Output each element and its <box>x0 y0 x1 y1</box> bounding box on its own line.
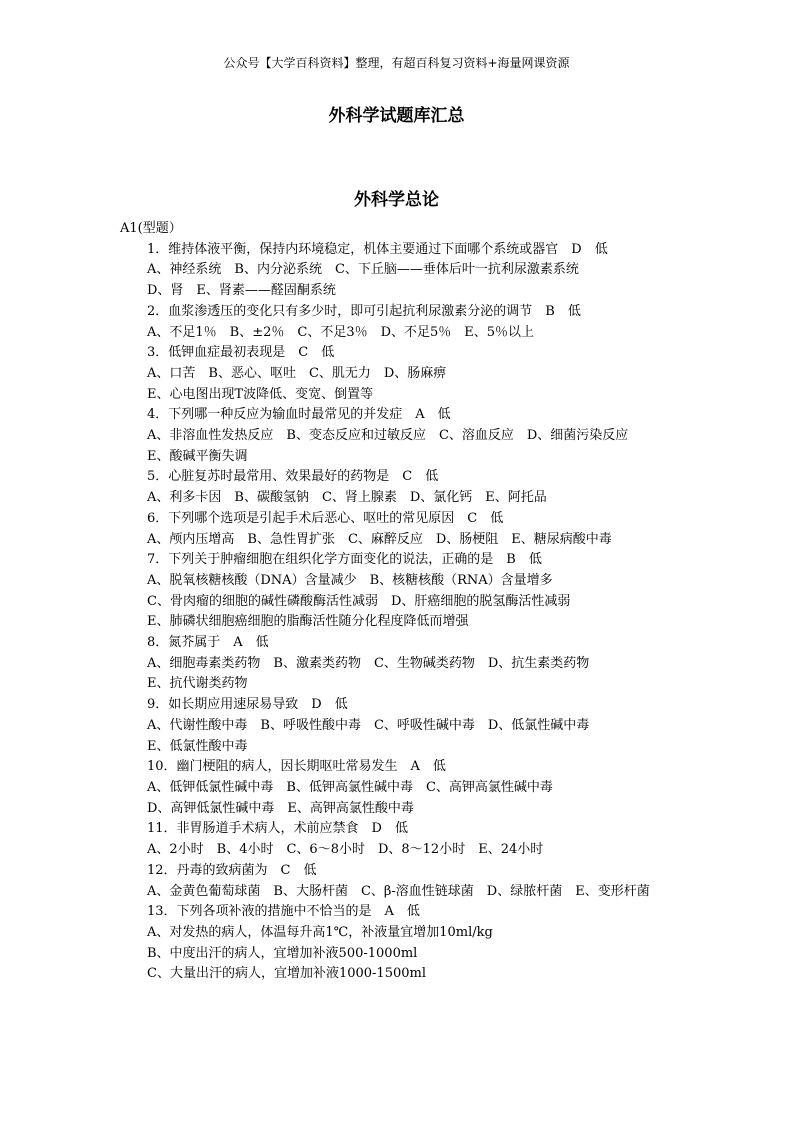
question-line: 1．维持体液平衡，保持内环境稳定，机体主要通过下面哪个系统或器官 D 低 <box>147 241 608 257</box>
question-line: 3．低钾血症最初表现是 C 低 <box>147 345 335 361</box>
option-line: A、细胞毒素类药物 B、激素类药物 C、生物碱类药物 D、抗生素类药物 <box>147 655 590 671</box>
section-title: 外科学总论 <box>354 190 439 210</box>
option-line: A、2小时 B、4小时 C、6～8小时 D、8～12小时 E、24小时 <box>147 842 544 858</box>
option-line: A、神经系统 B、内分泌系统 C、下丘脑——垂体后叶一抗利尿激素系统 <box>147 262 579 278</box>
option-line: D、高钾低氯性碱中毒 E、高钾高氯性酸中毒 <box>147 800 414 816</box>
question-line: 9．如长期应用速尿易导致 D 低 <box>147 697 348 713</box>
option-line: B、中度出汗的病人，宜增加补液500-1000ml <box>147 945 418 961</box>
option-line: E、低氯性酸中毒 <box>147 738 248 754</box>
option-line: A、低钾低氯性碱中毒 B、低钾高氯性碱中毒 C、高钾高氯性碱中毒 <box>147 779 553 795</box>
option-line: A、脱氧核糖核酸（DNA）含量减少 B、核糖核酸（RNA）含量增多 <box>147 572 553 588</box>
question-line: 7．下列关于肿瘤细胞在组织化学方面变化的说法，正确的是 B 低 <box>147 552 542 568</box>
option-line: A、口苦 B、恶心、呕吐 C、肌无力 D、肠麻痹 <box>147 365 447 381</box>
question-line: 2．血浆渗透压的变化只有多少时，即可引起抗利尿激素分泌的调节 B 低 <box>147 303 581 319</box>
option-line-wrapped: A、金黄色葡萄球菌 B、大肠杆菌 C、β-溶血性链球菌 D、绿脓杆菌 E、变形杆菌 <box>147 883 650 899</box>
option-line: A、非溶血性发热反应 B、变态反应和过敏反应 C、溶血反应 D、细菌污染反应 <box>147 428 629 444</box>
question-line: 5．心脏复苏时最常用、效果最好的药物是 C 低 <box>147 469 439 485</box>
question-line: 6．下列哪个选项是引起手术后恶心、呕吐的常见原因 C 低 <box>147 510 504 526</box>
option-line: E、心电图出现T波降低、变宽、倒置等 <box>147 386 374 402</box>
question-list <box>120 219 675 985</box>
question-line: 10．幽门梗阻的病人，因长期呕吐常易发生 A 低 <box>147 759 446 775</box>
option-line: E、抗代谢类药物 <box>147 676 248 692</box>
question-line: 4．下列哪一种反应为输血时最常见的并发症 A 低 <box>147 407 451 423</box>
question-line: 12．丹毒的致病菌为 C 低 <box>147 862 317 878</box>
page-header: 公众号【大学百科资料】整理，有超百科复习资料+海量网课资源 <box>223 56 570 70</box>
option-line: A、代谢性酸中毒 B、呼吸性酸中毒 C、呼吸性碱中毒 D、低氯性碱中毒 <box>147 717 590 733</box>
option-line: A、对发热的病人，体温每升高1℃，补液量宜增加10ml/kg <box>147 924 493 940</box>
option-line: A、不足1％ B、±2％ C、不足3％ D、不足5％ E、5％以上 <box>147 324 535 340</box>
document-title: 外科学试题库汇总 <box>328 106 465 126</box>
option-line: A、利多卡因 B、碳酸氢钠 C、肾上腺素 D、氯化钙 E、阿托品 <box>147 490 547 506</box>
question-line: 11．非胃肠道手术病人，术前应禁食 D 低 <box>147 821 408 837</box>
option-line: E、肺磷状细胞癌细胞的脂酶活性随分化程度降低而增强 <box>147 614 469 630</box>
option-line: C、大量出汗的病人，宜增加补液1000-1500ml <box>147 966 426 982</box>
question-type-label: A1(型题） <box>120 221 182 236</box>
question-line: 13．下列各项补液的措施中不恰当的是 A 低 <box>147 904 420 920</box>
option-line: E、酸碱平衡失调 <box>147 448 248 464</box>
option-line: C、骨肉瘤的细胞的碱性磷酸酶活性减弱 D、肝癌细胞的脱氢酶活性减弱 <box>147 593 571 609</box>
option-line: D、肾 E、肾素——醛固酮系统 <box>147 283 336 299</box>
option-line: A、颅内压增高 B、急性胃扩张 C、麻醉反应 D、肠梗阻 E、糖尿病酸中毒 <box>147 531 612 547</box>
question-line: 8．氮芥属于 A 低 <box>147 635 269 651</box>
